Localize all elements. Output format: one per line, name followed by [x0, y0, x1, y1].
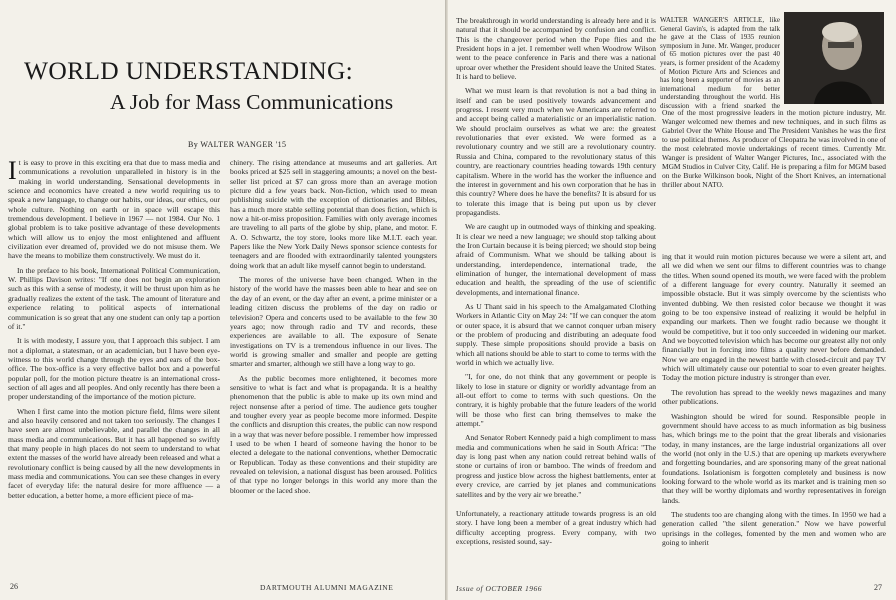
right-column-2: [662, 252, 886, 582]
paragraph: In the preface to his book, International Political Communication, W. Phillips Davison writes: "If one does not begin an exploration such as this with a sense of modesty, it will be thrust upon him as he gradually realizes the extent of the task. The amount of literature and experience relating to political aspects of international communication is so great that any one student can only tap a portion of it.": [8, 265, 220, 331]
paragraph: We are caught up in outmoded ways of thinking and speaking. It is clear we need a new language; we should stop talking about the Iron Curtain because it is being pierced; we should stop being afraid of Communism. What we should be talking about is understanding, interdependence, international trade, the elimination of hunger, the international development of mass education and health, the spreading of the use of scientific developments, and international finance.: [456, 222, 656, 297]
paragraph: As the public becomes more enlightened, it becomes more sensitive to what is fact and what is propaganda. It is a healthy phenomenon that the public is able to make up its own mind and reject nonsense after a period of time. The audience gets tougher and tougher every year as people become more informed. Despite the conflicts and disruption this creates, the public can now respond in a way that was never before possible. I remember how impressed I used to be when I heard of someone having the honor to be elected a delegate to the national conventions, whether Democratic or Republican. Today as these conventions and their stupidity are revealed on television, a national disgust has been aroused. Politics of that type no longer belongs in this world any more than the bloomer or the laced shoe.: [230, 373, 437, 495]
left-column-1: [8, 158, 220, 570]
drop-cap: I: [8, 158, 17, 185]
magazine-name: DARTMOUTH ALUMNI MAGAZINE: [260, 583, 394, 592]
page-number-left: 26: [10, 582, 18, 591]
paragraph: "I, for one, do not think that any government or people is likely to lose in stature or dignity or worldly advantage from an all-out effort to come to terms with such questions. On the contrary, it is highly probable that the future leaders of the world will be those who first can bring themselves to make the attempt.": [456, 372, 656, 429]
paragraph: When I first came into the motion picture field, films were silent and also heavily censored and not taken too seriously. The changes I have seen are almost unbelievable, and parallel the changes in all mass media and communications. But it has all happened so swiftly that many people in high places do not seem to understand to what extent the masses of the world have already been released and what a revolutionary conflict is being caused by all the new developments in mass media and communications. You can see these changes in every facet of everyday life: the natural desire for more affluence — a better education, a better home, a more efficient piece of ma-: [8, 406, 220, 500]
author-note-continued: One of the most progressive leaders in the motion picture industry, Mr. Wanger welcomed new themes and new techniques, and in such films as Gabriel Over the White House and The President Vanishes he was the first to use political themes. As producer of Cleopatra he was involved in one of the most celebrated movie undertakings of recent times. Currently Mr. Wanger is president of Walter Wanger Pictures, Inc., associated with the MGM Studios in Culver City, Calif. He is preparing a film for MGM based on the Burke Wilkinson book, Night of the Short Knives, an international thriller about NATO.: [662, 108, 886, 189]
left-page: [0, 0, 445, 600]
issue-date: Issue of OCTOBER 1966: [456, 584, 542, 593]
right-column-1: [456, 16, 656, 596]
page-number-right: 27: [874, 583, 882, 592]
article-subtitle: A Job for Mass Communications: [110, 90, 394, 114]
paragraph-text: t is easy to prove in this exciting era that due to mass media and communications a revolution unparalleled in history is in the making in world understanding. Sensational developments in science and economics have created a new world requiring us to speak a new language, to change our habits, our ideas, our ethics, our whole culture. Nothing on earth or in space will escape this tremendous development. I believe in 1967 — not 1984. Our No. 1 global problem is to take positive advantage of these developments which will allow us to enjoy the most enlightened and affluent civilization ever dreamed of, provided we do not misuse them. We have the means to mobilize them constructively. We must do it.: [8, 158, 220, 261]
portrait-image: [784, 12, 884, 104]
paragraph: And Senator Robert Kennedy paid a high compliment to mass media and communications when he said in South Africa: "The day is long past when any nation could retreat behind walls of stone or curtains of iron or bamboo. The winds of freedom and progress and justice blow across the highest battlements, enter at every crevice, are carried by jet planes and communications satellites and by the very air we breathe.": [456, 433, 656, 499]
paragraph: As U Thant said in his speech to the Amalgamated Clothing Workers in Atlantic City on May 24: "If we can conquer the atom or outer space, it is absurd that we cannot conquer urban misery or the problem of producing and distributing an adequate food supply. These simple propositions should provide a basis on which all nations should be able to start to come to terms with the world in which we actually live.: [456, 301, 656, 368]
paragraph: ing that it would ruin motion pictures because we were a silent art, and all we did when we sent our films to different countries was to change the titles. When sound opened its mouth, we were faced with the problem of a different language for every country. Naturally it seemed an impossible obstacle. But it was simply overcome by the scientists who invented dubbing. We then resisted color because we thought it was going to be too expensive instead of realizing it would be helpful in expanding our markets. Then we fought radio because we thought it would be competitive, but it too only succeeded in widening our market. And we boycotted television which has become our greatest ally not only financially but in forcing into films a quality never before demanded. Now we are engaged in the newest battle with closed-circuit and pay TV which will ultimately cause our potential to soar to even greater heights. Today the motion picture industry is stronger than ever.: [662, 252, 886, 383]
paragraph: The mores of the universe have been changed. When in the history of the world have the masses been able to hear and see on the day of an event, or the day after an event, a prime minister or a leading citizen discuss the problems of the day on radio or television? Opera and concerts used to be available to the few 30 years ago; now through radio and TV and records, these experiences are available to all. The exposure of Senate investigations on TV is a tremendous influence in our lives. The world is growing smaller and smaller and people are getting smarter and smarter, although we still have a long way to go.: [230, 275, 437, 369]
author-note: WALTER WANGER'S ARTICLE, like General Gavin's, is adapted from the talk he gave at the Class of 1935 reunion symposium in June. Mr. Wanger, producer of 65 motion pictures over the past 40 years, is former president of the Academy of Motion Picture Arts and Sciences and has long been a supporter of movies as an international medium for better understanding throughout the world. His discussion with a friend sparked the: [660, 16, 780, 108]
paragraph: The students too are changing along with the times. In 1950 we had a generation called "the silent generation." Now we have powerful uprisings in the colleges, fomented by the men and women who are going to inherit: [662, 509, 886, 547]
paragraph: Washington should be wired for sound. Responsible people in government should have access to as much information as big business has, which brings me to the point that the great liberals and visionaries today, in many instances, are the large industrial organizations all over the world (not only in the U.S.) that are opening up markets everywhere and forgetting boundaries, and are sponsoring many of the great national foundations. Isolationism is forgotten completely and business is now looking forward to the whole world as its market and is training men so that they will be worthy diplomats and worthy representatives in foreign lands.: [662, 411, 886, 505]
paragraph: chinery. The rising attendance at museums and art galleries. Art books priced at $25 sell in staggering amounts; a novel on the best-seller list priced at $7 can gross more than an average motion picture did a few years back. Non-fiction, which used to mean publishing suicide with the exception of dictionaries and Bibles, has a much more stable selling potential than does fiction, which is now a hit-or-miss proposition. Families with only average incomes are traveling to all parts of the globe by ship, plane, and motor. F. A. O. Schwartz, the toy store, looks more like M.I.T. each year. Papers like the New York Daily News sponsor science contests for teenagers and are flooded with extraordinarily talented youngsters doing work that an adult like myself cannot begin to understand.: [230, 158, 437, 270]
article-title: WORLD UNDERSTANDING:: [24, 56, 354, 85]
paragraph: What we must learn is that revolution is not a bad thing in itself and can be used positively towards advancement and progress. I resent very much when we Americans are referred to and accept being called a materialistic or an imperialistic nation. We should proclaim ourselves as what we are: the greatest revolutionaries that ever existed. We were formed as a revolutionary country and we still are a revolutionary country. Russia and China, compared to the revolutionary status of this country, are reactionary countries heading towards 19th century capitalism. Where in the world has the worker the influence and the interest in government and his own corporation that he has in this country? Where does he have the benefits? It is absurd for us to tolerate this image that is being put upon us by clever propagandists.: [456, 86, 656, 217]
paragraph: [8, 158, 220, 261]
author-portrait-photo: [784, 12, 884, 104]
paragraph: The breakthrough in world understanding is already here and it is natural that it should be accompanied by confusion and conflict. This is the changeover period when the Pope flies and the President hops in a jet. I remember well when Woodrow Wilson went to the peace conference in Paris and there was a national uproar over whether the President should leave the United States. It is hard to believe.: [456, 16, 656, 82]
left-column-2: [230, 158, 437, 570]
paragraph: Unfortunately, a reactionary attitude towards progress is an old story. I have long been a member of a great industry which had difficulty accepting progress. Every company, with two exceptions, resisted sound, say-: [456, 508, 656, 546]
right-page: [448, 0, 896, 600]
paragraph: The revolution has spread to the weekly news magazines and many other publications.: [662, 387, 886, 407]
byline: By WALTER WANGER '15: [188, 140, 287, 149]
paragraph: It is with modesty, I assure you, that I approach this subject. I am not a diplomat, a statesman, or an academician, but I have been eye-witness to this world change through the eyes and ears of the box-office. The box-office is a very effective ballot box and a powerful popular poll, for the motion picture theatre is an international cross-section of all ages and all peoples. And only recently has there been a proper understanding of the importance of the motion picture.: [8, 336, 220, 402]
